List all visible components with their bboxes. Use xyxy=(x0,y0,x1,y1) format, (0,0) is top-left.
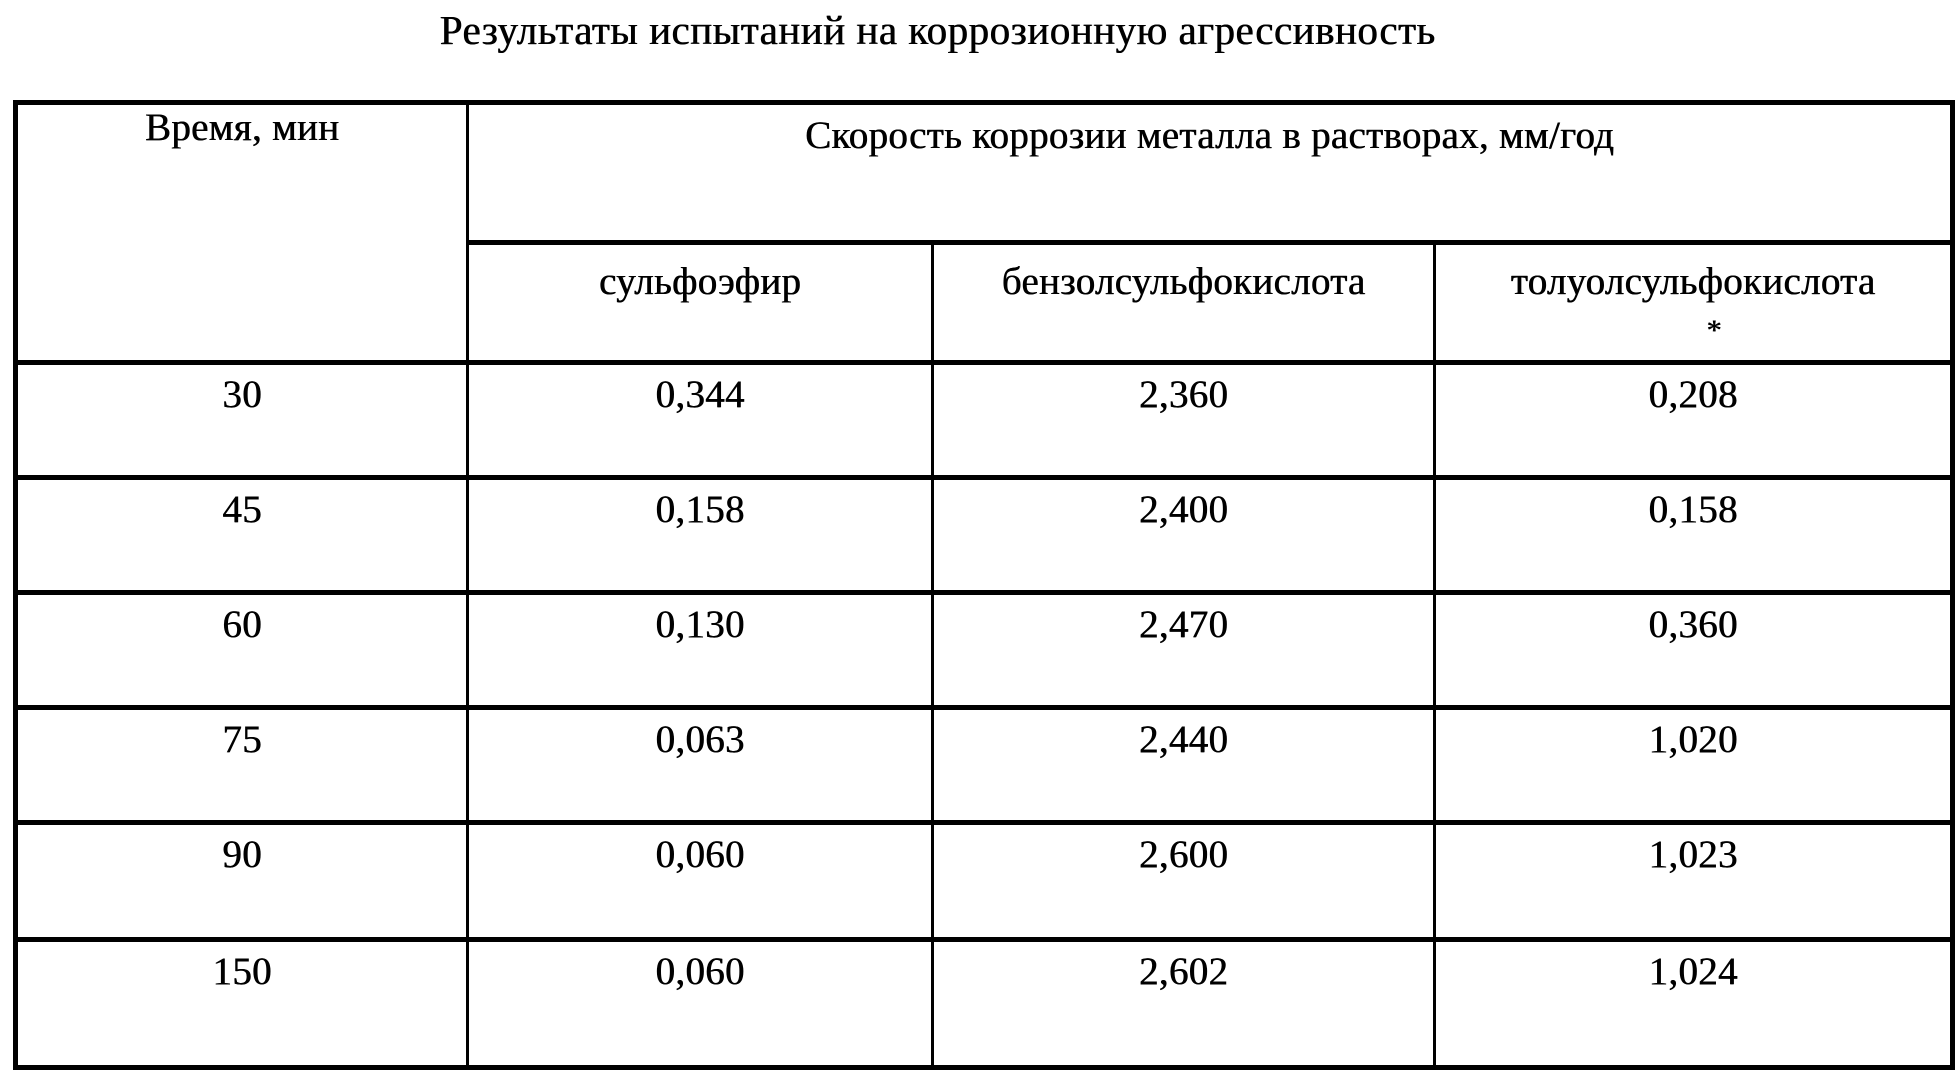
column-header-benzenesulfonic-acid: бензолсульфокислота xyxy=(933,243,1435,363)
value-cell: 2,440 xyxy=(933,708,1435,823)
value-cell: 2,600 xyxy=(933,823,1435,940)
time-cell: 30 xyxy=(16,363,468,478)
value-cell: 0,158 xyxy=(468,478,933,593)
time-column-header: Время, мин xyxy=(16,103,468,363)
column-header-toluenesulfonic-acid xyxy=(1435,243,1953,363)
value-cell: 0,063 xyxy=(468,708,933,823)
time-cell: 150 xyxy=(16,940,468,1068)
table-row xyxy=(16,478,1953,593)
value-cell: 2,360 xyxy=(933,363,1435,478)
value-cell: 0,158 xyxy=(1435,478,1953,593)
corrosion-rate-group-header: Скорость коррозии металла в растворах, мм/год xyxy=(468,103,1953,243)
value-cell: 0,208 xyxy=(1435,363,1953,478)
value-cell: 1,024 xyxy=(1435,940,1953,1068)
scan-artifact-mark: * xyxy=(1706,314,1722,347)
value-cell: 1,020 xyxy=(1435,708,1953,823)
time-cell: 60 xyxy=(16,593,468,708)
value-cell: 0,360 xyxy=(1435,593,1953,708)
table-row xyxy=(16,708,1953,823)
corrosion-results-table xyxy=(13,100,1955,1070)
value-cell: 2,602 xyxy=(933,940,1435,1068)
table-row xyxy=(16,823,1953,940)
page-title: Результаты испытаний на коррозионную агрессивность xyxy=(439,7,1436,53)
value-cell: 2,400 xyxy=(933,478,1435,593)
value-cell: 2,470 xyxy=(933,593,1435,708)
column-header-toluenesulfonic-acid-label: толуолсульфокислота xyxy=(1510,260,1876,303)
time-cell: 90 xyxy=(16,823,468,940)
table-row xyxy=(16,940,1953,1068)
time-cell: 45 xyxy=(16,478,468,593)
value-cell: 1,023 xyxy=(1435,823,1953,940)
table-row xyxy=(16,363,1953,478)
table-row xyxy=(16,593,1953,708)
value-cell: 0,060 xyxy=(468,940,933,1068)
table-header-row-group xyxy=(16,103,1953,243)
time-cell: 75 xyxy=(16,708,468,823)
value-cell: 0,344 xyxy=(468,363,933,478)
column-header-sulfoester: сульфоэфир xyxy=(468,243,933,363)
value-cell: 0,130 xyxy=(468,593,933,708)
value-cell: 0,060 xyxy=(468,823,933,940)
